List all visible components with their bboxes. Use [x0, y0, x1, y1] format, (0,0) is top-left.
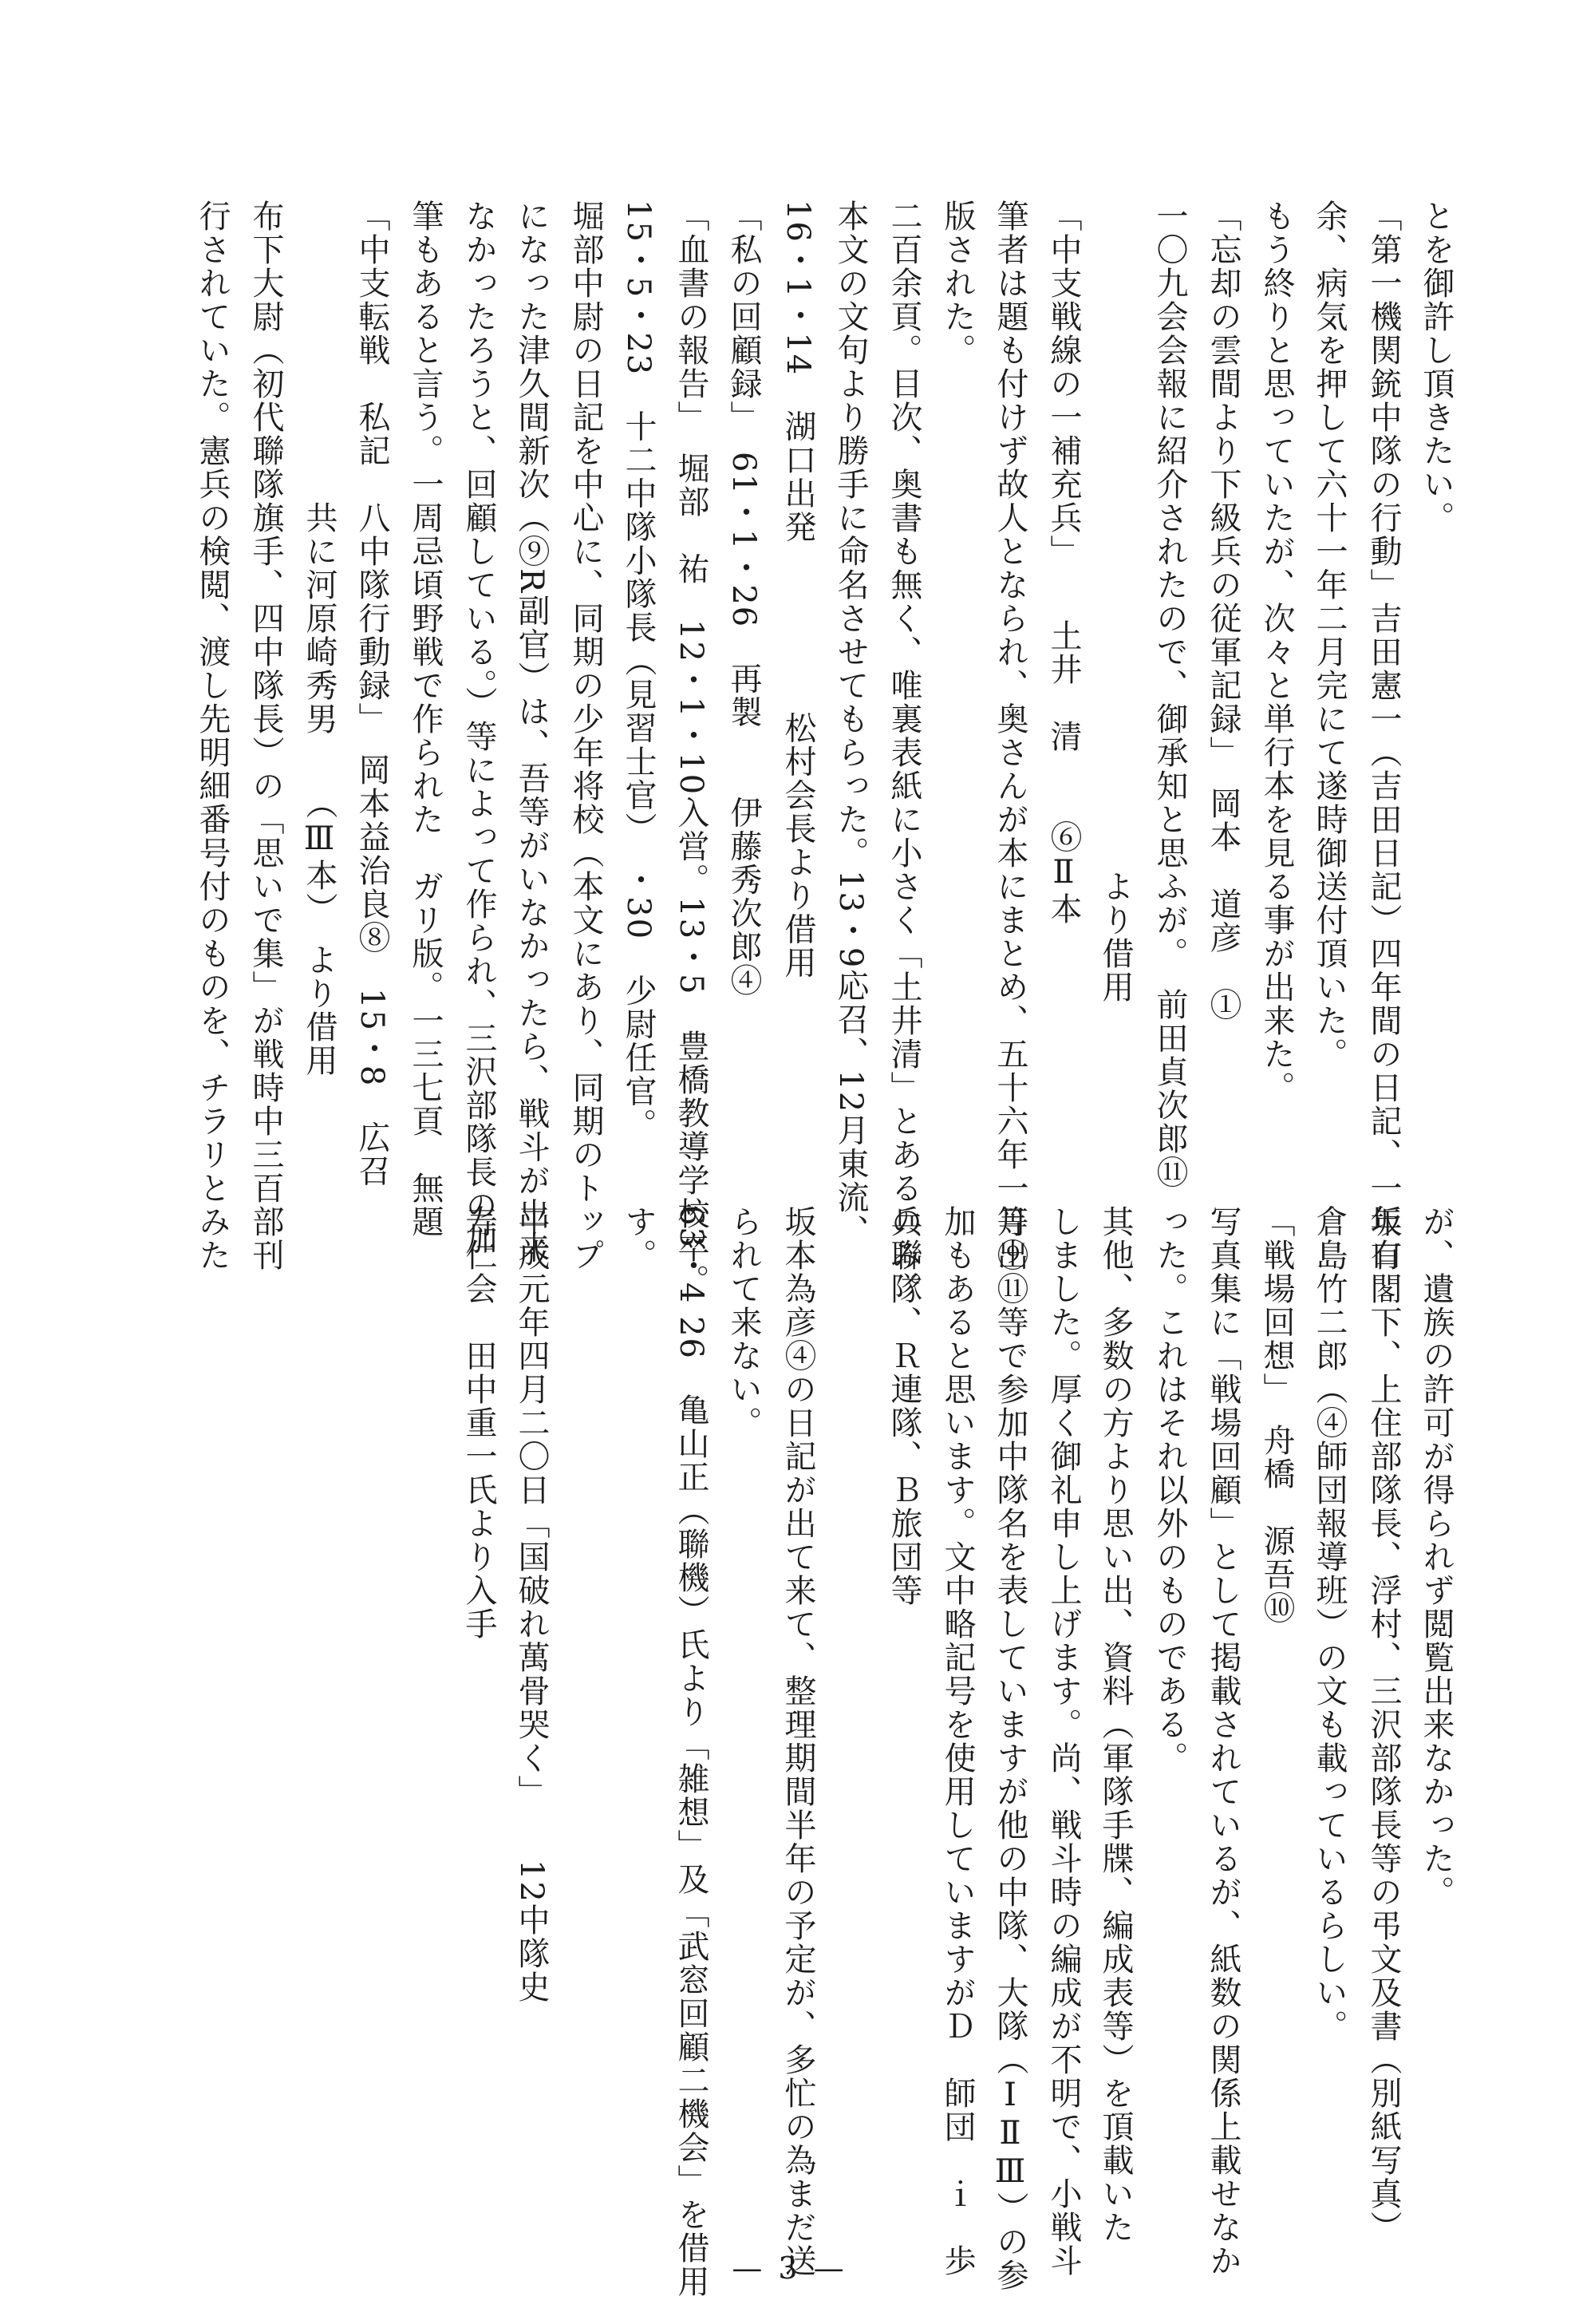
upper-col-20: 筆もあると言う。一周忌頃野戦で作られた ガリ版。一三七頁 無題 [407, 200, 444, 1239]
upper-col-16: 15・5・23 十二中隊小隊長（見習士官） ・30 少尉任官。 [620, 200, 657, 1142]
lower-col-10: 加もあると思います。文中略記号を使用していますがＤ 師団 ｉ 歩 [939, 1205, 976, 2278]
upper-col-12: 本文の文句より勝手に命名させてもらった。13・9応召、12月東流、 [832, 200, 869, 1248]
lower-col-16: 平成元年四月二〇日「国破れ萬骨哭く」 12中隊史 [513, 1205, 550, 2004]
upper-col-2: 「第一機関銃中隊の行動」吉田憲一（吉田日記）四年間の日記、一年有 [1365, 200, 1402, 1272]
page-number: — 3 — [732, 2251, 847, 2286]
upper-col-15: 「血書の報告」 堀部 祐 12・1・10入営。13・5 豊橋教導学校卒。 [673, 200, 709, 1298]
upper-col-22: 共に河原崎秀男 （Ⅲ本） より借用 [301, 200, 338, 1077]
lower-col-5: 写真集に「戦場回顧」として掲載されているが、紙数の関係上載せなか [1205, 1205, 1241, 2278]
lower-col-2: 坂口閣下、上住部隊長、浮村、三沢部隊長等の弔文及書（別紙写真） [1365, 1205, 1402, 2244]
lower-col-14: 63・4 26 亀山正（聯機）氏より「雑想」及「武窓回顧二機会」を借用 [673, 1205, 709, 2298]
lower-col-11: 兵聯隊、Ｒ連隊、Ｂ旅団等 [886, 1205, 922, 1607]
lower-col-4: 「戦場回想」 舟橋 源吾⑩ [1258, 1205, 1295, 1625]
upper-col-1: とを御許し頂きたい。 [1418, 200, 1455, 535]
lower-col-9: 等⑨⑪等で参加中隊名を表していますが他の中隊、大隊（ⅠⅡⅢ）の参 [992, 1205, 1028, 2292]
lower-col-1: が、遺族の許可が得られず閲覧出来なかった。 [1418, 1205, 1455, 1909]
upper-col-5: 「忘却の雲間より下級兵の従軍記録」 岡本 道彦 ① [1205, 200, 1241, 1022]
lower-col-7: 其他、多数の方より思い出、資料（軍隊手牒、編成表等）を頂載いた [1097, 1205, 1134, 2244]
lower-col-17: 寿仁会 田中重一氏より入手 [460, 1205, 497, 1641]
lower-col-8: しました。厚く御礼申し上げます。尚、戦斗時の編成が不明で、小戦斗 [1045, 1205, 1082, 2278]
upper-col-8: 「中支戦線の一補充兵」 土井 清 ⑥Ⅱ本 [1045, 200, 1082, 926]
upper-col-17: 堀部中尉の日記を中心に、同期の少年将校（本文にあり、同期のトップ [567, 200, 604, 1272]
upper-col-10: 版された。 [939, 200, 976, 367]
upper-col-7: より借用 [1097, 200, 1134, 1004]
upper-col-4: もう終りと思っていたが、次々と単行本を見る事が出来た。 [1258, 200, 1295, 1105]
lower-col-12: 坂本為彦④の日記が出て来て、整理期間半年の予定が、多忙の為まだ送 [780, 1205, 816, 2278]
upper-col-6: 一〇九会会報に紹介されたので、御承知と思ふが。 前田貞次郎⑪ [1151, 200, 1188, 1189]
upper-col-18: になった津久間新次（⑨R副官）は、吾等がいなかったら、戦斗が出来 [513, 200, 550, 1265]
upper-col-11: 二百余頁。目次、奥書も無く、唯裏表紙に小さく「土井清」とあるのみ。 [886, 200, 922, 1306]
upper-col-23: 布下大尉（初代聯隊旗手、四中隊長）の「思いで集」が戦時中三百部刊 [247, 200, 284, 1272]
lower-col-13: られて来ない。 [725, 1205, 762, 1440]
upper-col-13: 16・1・14 湖口出発 松村会長より借用 [780, 200, 816, 980]
upper-col-3: 余、病気を押して六十一年二月完にて遂時御送付頂いた。 [1311, 200, 1348, 1071]
upper-col-24: 行されていた。憲兵の検閲、渡し先明細番号付のものを、チラリとみた [194, 200, 231, 1272]
upper-col-9: 筆者は題も付けず故人となられ、奥さんが本にまとめ、五十六年一月出 [992, 200, 1028, 1272]
lower-col-6: った。これはそれ以外のものである。 [1151, 1205, 1188, 1775]
lower-col-15: す。 [620, 1205, 657, 1272]
upper-col-21: 「中支転戦 私記 八中隊行動録」 岡本益治良⑧ 15・8 広召 [353, 200, 390, 1188]
upper-col-14: 「私の回顧録」 61・1・26 再製 伊藤秀次郎④ [725, 200, 762, 998]
lower-col-3: 倉島竹二郎（④師団報導班）の文も載っているらしい。 [1311, 1205, 1348, 2043]
upper-col-19: なかったろうと、回顧している。）等によって作られ、三沢部隊長の加 [460, 200, 497, 1256]
